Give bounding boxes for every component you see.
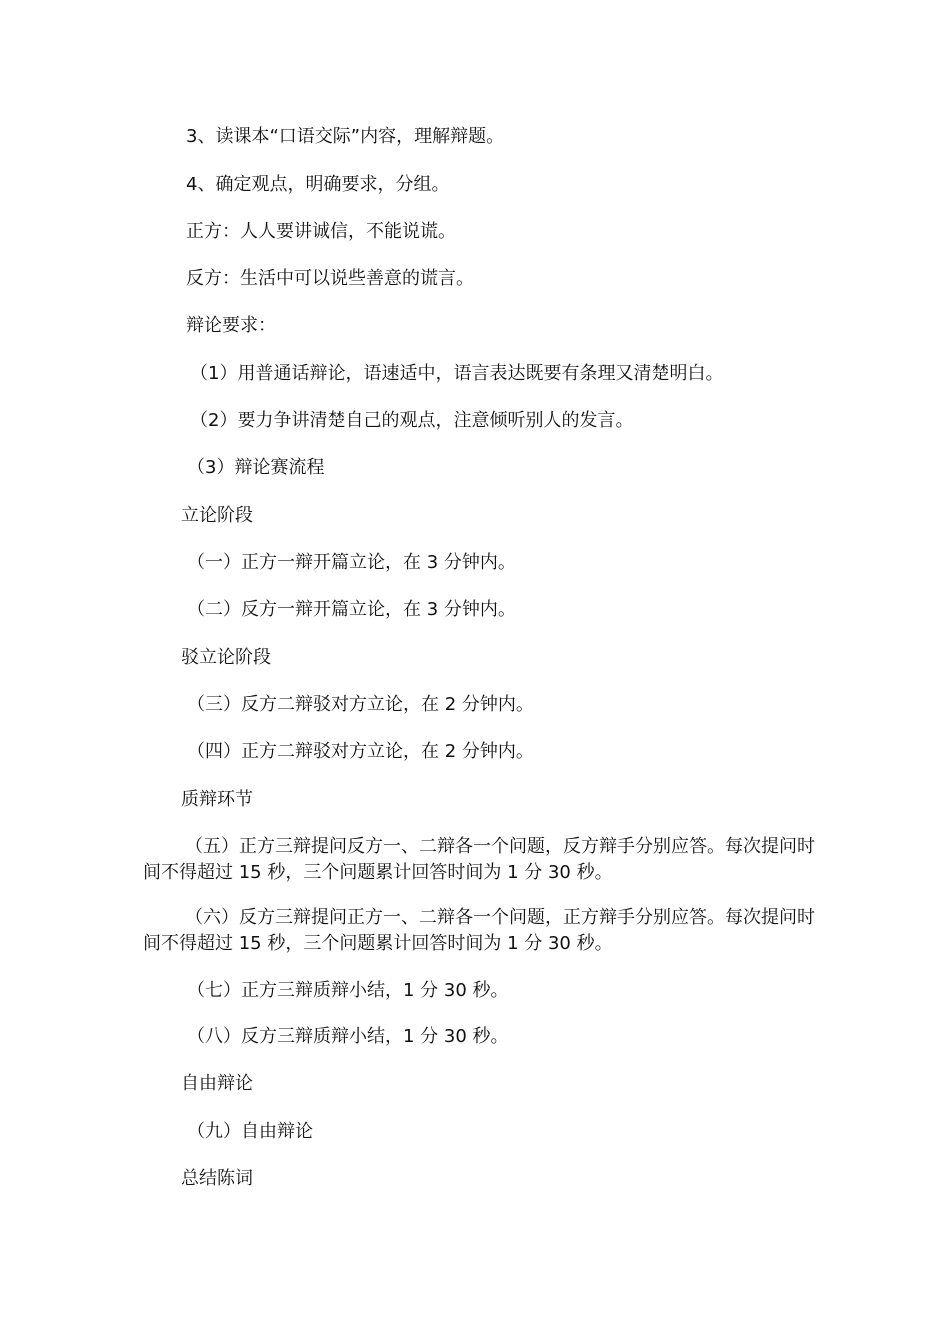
debate-requirements-heading: 辩论要求： <box>186 315 276 336</box>
requirement-2: （2）要力争讲清楚自己的观点，注意倾听别人的发言。 <box>190 410 634 431</box>
step-seven: （七）正方三辩质辩小结，1 分 30 秒。 <box>187 980 509 1001</box>
section-free-debate: 自由辩论 <box>181 1073 253 1094</box>
step-one: （一）正方一辩开篇立论，在 3 分钟内。 <box>187 552 516 573</box>
step-eight: （八）反方三辩质辩小结，1 分 30 秒。 <box>187 1026 509 1047</box>
section-opening-statements: 立论阶段 <box>181 505 253 526</box>
requirement-1: （1）用普通话辩论，语速适中，语言表达既要有条理又清楚明白。 <box>190 363 724 384</box>
step-4-line: 4、确定观点，明确要求，分组。 <box>186 174 450 195</box>
section-closing-statements: 总结陈词 <box>181 1168 253 1189</box>
step-3-line: 3、读课本“口语交际”内容，理解辩题。 <box>186 126 505 147</box>
step-five: （五）正方三辩提问反方一、二辩各一个问题，反方辩手分别应答。每次提问时间不得超过 15 秒，三个问题累计回答时间为 1 分 30 秒。 <box>143 836 815 883</box>
step-two: （二）反方一辩开篇立论，在 3 分钟内。 <box>187 599 516 620</box>
requirement-3: （3）辩论赛流程 <box>187 457 325 478</box>
step-six: （六）反方三辩提问正方一、二辩各一个问题，正方辩手分别应答。每次提问时间不得超过 15 秒，三个问题累计回答时间为 1 分 30 秒。 <box>143 907 815 954</box>
step-four: （四）正方二辩驳对方立论，在 2 分钟内。 <box>187 741 534 762</box>
step-three: （三）反方二辩驳对方立论，在 2 分钟内。 <box>187 694 534 715</box>
negative-position: 反方：生活中可以说些善意的谎言。 <box>186 268 474 289</box>
section-cross-examination: 质辩环节 <box>181 789 253 810</box>
affirmative-position: 正方：人人要讲诚信，不能说谎。 <box>186 221 456 242</box>
section-rebuttal: 驳立论阶段 <box>181 647 271 668</box>
step-nine: （九）自由辩论 <box>187 1121 313 1142</box>
